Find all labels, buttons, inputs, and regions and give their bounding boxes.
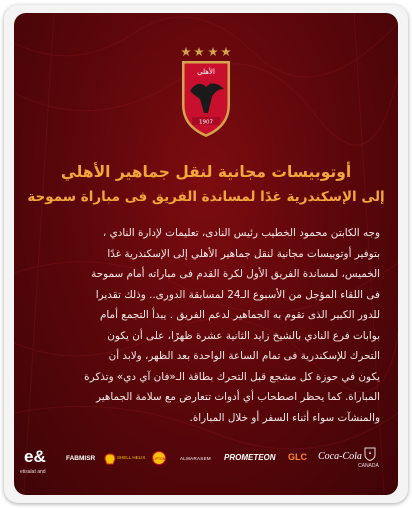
sponsor-fabmisr-logo: FABMISR <box>66 455 96 462</box>
sponsor-etisalat-logo: e& <box>24 447 46 466</box>
sponsor-glc-logo: GLC <box>288 452 307 462</box>
body-line: للدور الكبير الذى تقوم به الجماهير لدعم الفريق . يبدأ التجمع أمام <box>99 309 380 321</box>
body-line: وجه الكابتن محمود الخطيب رئيس النادى، تعليمات لإدارة النادي ، <box>102 227 380 239</box>
svg-text:الأهلى: الأهلى <box>197 68 215 76</box>
announcement-card <box>14 13 398 495</box>
body-line: والمنشآت سواء أثناء السفر أو خلال المباراة. <box>189 411 380 424</box>
sponsor-cocacola-logo: Coca-Cola <box>318 451 362 462</box>
headline-line-1: أوتوبيسات مجانية لنقل جماهير الأهلي <box>60 163 352 181</box>
body-line: فى اللقاء المؤجل من الأسبوع الـ24 لمسابقة الدورى.. وذلك تقديرا <box>95 288 380 301</box>
sponsor-shell-logo: SHELL HELIX <box>117 455 146 460</box>
sponsor-etisalat-sub: etisalat and <box>20 469 46 475</box>
headline-line-2: إلى الإسكندرية غدًا لمساندة الفريق فى مباراة سموحة <box>27 189 385 205</box>
sponsor-canada-label: CANADA <box>358 463 379 469</box>
canada-crest-icon <box>363 447 377 461</box>
article-body <box>32 223 380 428</box>
body-line: بتوفير أوتوبيسات مجانية لنقل جماهير الأهلي إلى الإسكندرية غدًا <box>107 247 380 260</box>
sponsor-strip <box>14 445 398 495</box>
al-ahly-logo-icon <box>178 43 234 139</box>
body-line: يكون في حوزة كل مشجع قبل التحرك بطاقة الـ«فان آي دي» وتذكرة <box>84 370 380 383</box>
body-line: المباراة. كما يحظر اصطحاب أي أدوات تتعارض مع سلامة الجماهير <box>95 391 380 403</box>
shell-icon <box>104 453 116 465</box>
four-stars-icon <box>181 47 231 56</box>
logo-year: 1907 <box>199 119 213 126</box>
lipton-icon <box>152 451 166 465</box>
body-line: التحرك للإسكندرية فى تمام الساعة الواحدة بعد الظهر، ولابد أن <box>108 350 380 362</box>
svg-text:LIPTON: LIPTON <box>152 457 166 461</box>
sponsor-prometeon-logo: PROMETEON <box>224 453 276 462</box>
body-line: الخميس، لمساندة الفريق الأول لكرة القدم فى مباراته أمام سموحة <box>91 268 380 280</box>
sponsor-almarasem-logo: ALMARASEM <box>180 456 211 461</box>
body-line: بوابات فرع النادي بالشيخ زايد الثانية عشرة ظهرًا، على أن يكون <box>107 329 380 342</box>
